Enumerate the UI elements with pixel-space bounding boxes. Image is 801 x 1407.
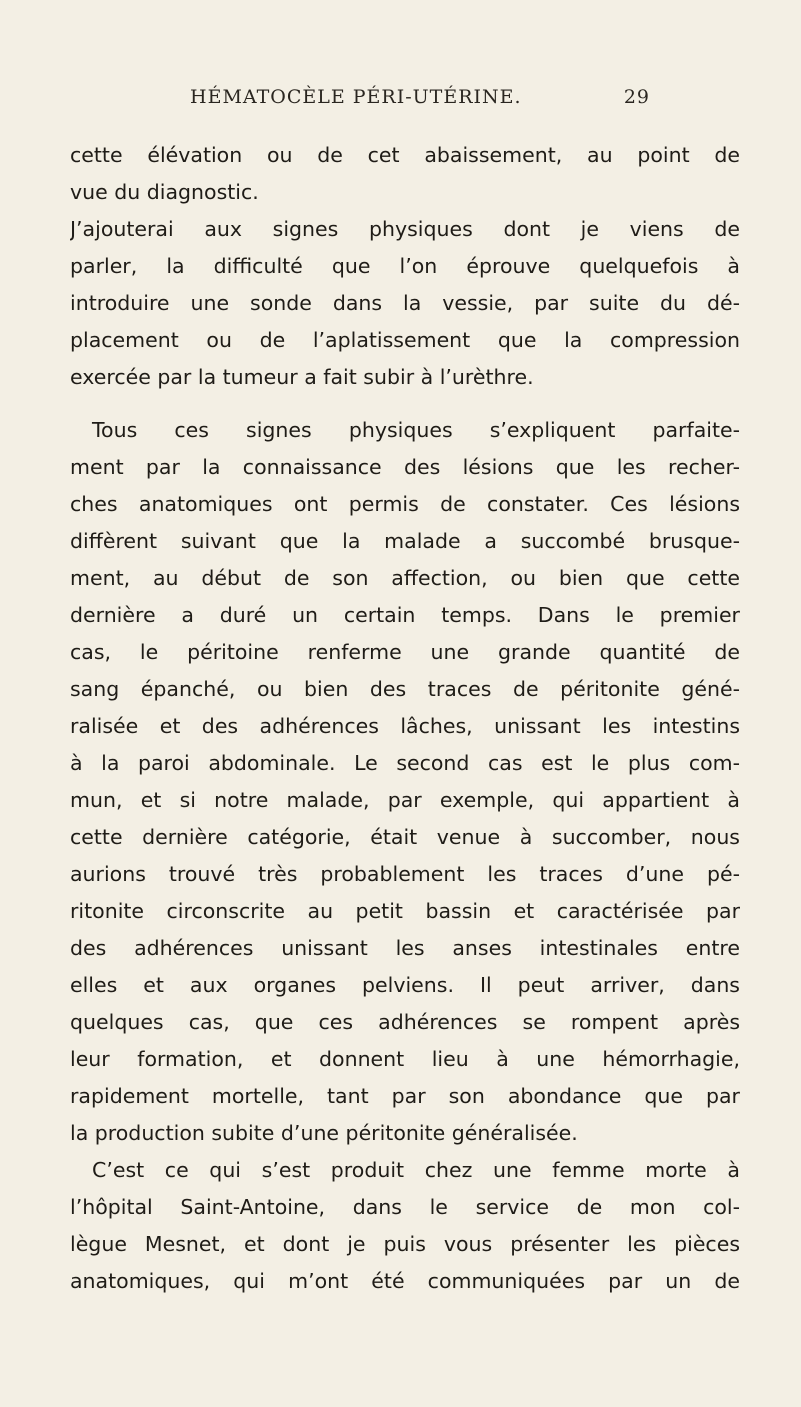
text-line: ment, au début de son affection, ou bien que cette <box>70 566 740 590</box>
paragraph-4 <box>70 1152 740 1300</box>
text-line: lègue Mesnet, et dont je puis vous présenter les pièces <box>70 1232 740 1256</box>
text-line: dernière a duré un certain temps. Dans le premier <box>70 603 740 627</box>
text-line: aurions trouvé très probablement les traces d’une pé- <box>70 862 740 886</box>
text-line: J’ajouterai aux signes physiques dont je viens de <box>70 217 740 241</box>
text-line: à la paroi abdominale. Le second cas est le plus com- <box>70 751 740 775</box>
paragraph-2 <box>70 211 740 396</box>
text-line: sang épanché, ou bien des traces de péritonite géné- <box>70 677 740 701</box>
text-line: l’hôpital Saint-Antoine, dans le service de mon col- <box>70 1195 740 1219</box>
text-line: rapidement mortelle, tant par son abondance que par <box>70 1084 740 1108</box>
text-line: vue du diagnostic. <box>70 180 259 204</box>
running-title: HÉMATOCÈLE PÉRI-UTÉRINE. <box>190 86 522 108</box>
text-line: ralisée et des adhérences lâches, unissant les intestins <box>70 714 740 738</box>
text-line: C’est ce qui s’est produit chez une femme morte à <box>92 1158 740 1182</box>
text-line: cette élévation ou de cet abaissement, au point de <box>70 143 740 167</box>
page-header <box>190 86 650 116</box>
text-line: placement ou de l’aplatissement que la compression <box>70 328 740 352</box>
paragraph-1 <box>70 137 740 211</box>
text-line: diffèrent suivant que la malade a succombé brusque- <box>70 529 740 553</box>
text-line: ment par la connaissance des lésions que les recher- <box>70 455 740 479</box>
body-text <box>70 137 740 1300</box>
text-line: parler, la difficulté que l’on éprouve quelquefois à <box>70 254 740 278</box>
page-number: 29 <box>623 86 650 108</box>
paragraph-gap <box>70 396 740 412</box>
text-line: des adhérences unissant les anses intestinales entre <box>70 936 740 960</box>
text-line: la production subite d’une péritonite généralisée. <box>70 1121 578 1145</box>
text-line: ritonite circonscrite au petit bassin et caractérisée par <box>70 899 740 923</box>
text-line: cas, le péritoine renferme une grande quantité de <box>70 640 740 664</box>
text-line: leur formation, et donnent lieu à une hémorrhagie, <box>70 1047 740 1071</box>
text-line: mun, et si notre malade, par exemple, qui appartient à <box>70 788 740 812</box>
text-line: ches anatomiques ont permis de constater. Ces lésions <box>70 492 740 516</box>
text-line: quelques cas, que ces adhérences se rompent après <box>70 1010 740 1034</box>
text-line: anatomiques, qui m’ont été communiquées par un de <box>70 1269 740 1293</box>
paragraph-3 <box>70 412 740 1152</box>
text-line: exercée par la tumeur a fait subir à l’urèthre. <box>70 365 534 389</box>
text-line: introduire une sonde dans la vessie, par suite du dé- <box>70 291 740 315</box>
text-line: Tous ces signes physiques s’expliquent parfaite- <box>92 418 740 442</box>
text-line: elles et aux organes pelviens. Il peut arriver, dans <box>70 973 740 997</box>
text-line: cette dernière catégorie, était venue à succomber, nous <box>70 825 740 849</box>
